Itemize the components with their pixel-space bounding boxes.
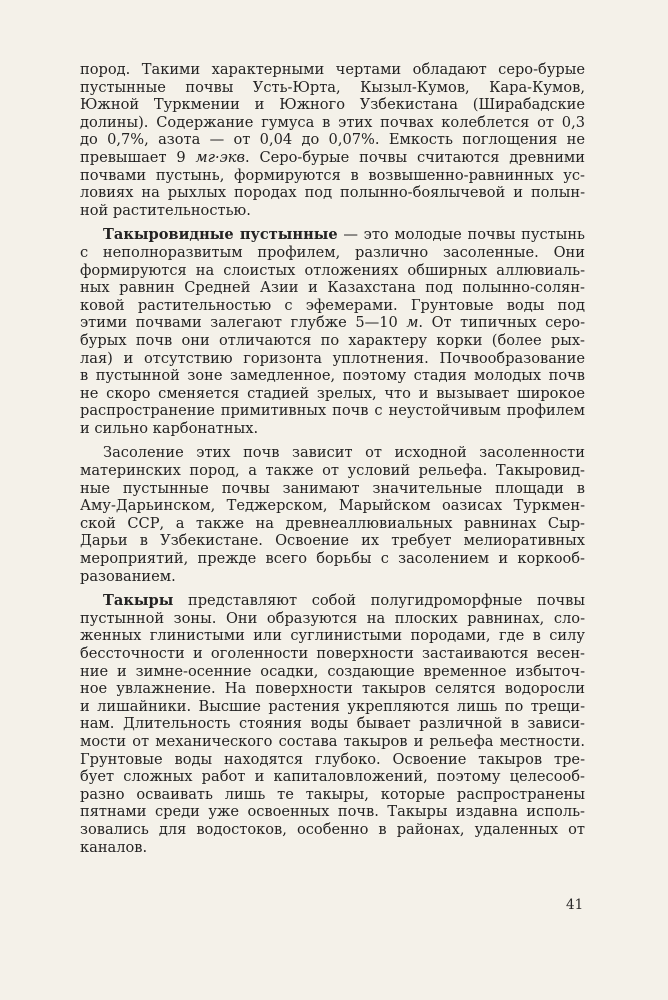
text-line xyxy=(80,202,585,220)
text-run: ные пустынные почвы занимают значительные площади в xyxy=(80,479,585,497)
text-run: пустынные почвы Усть-Юрта, Кызыл-Кумов, Кара-Кумов, xyxy=(80,78,585,96)
text-line xyxy=(80,592,585,610)
text-line xyxy=(80,645,585,663)
paragraph-gap xyxy=(80,219,585,226)
page-number: 41 xyxy=(566,897,584,913)
text-run: с неполноразвитым профилем, различно засоленные. Они xyxy=(80,243,585,261)
text-run: до 0,7%, азота — от 0,04 до 0,07%. Емкость поглощения не xyxy=(80,131,585,149)
text-run: зовались для водостоков, особенно в районах, удаленных от xyxy=(80,820,585,838)
text-line xyxy=(80,532,585,550)
text-line xyxy=(80,462,585,480)
text-line xyxy=(80,314,585,332)
text-run: Дарьи в Узбекистане. Освоение их требует мелиоративных xyxy=(80,532,585,550)
text-run: представляют собой полугидроморфные почвы xyxy=(173,592,585,610)
text-line xyxy=(80,751,585,769)
text-run: разованием. xyxy=(80,567,176,585)
text-run: этими почвами залегают глубже 5—10 xyxy=(80,314,407,332)
text-line xyxy=(80,262,585,280)
text-run: бует сложных работ и капиталовложений, поэтому целесооб- xyxy=(80,768,585,786)
text-line xyxy=(80,497,585,515)
text-run: каналов. xyxy=(80,838,148,856)
paragraph-p2 xyxy=(80,226,585,437)
text-line xyxy=(80,367,585,385)
text-run: почвами пустынь, формируются в возвышенно-равнинных ус- xyxy=(80,166,585,184)
paragraph-gap xyxy=(80,585,585,592)
text-line xyxy=(80,184,585,202)
text-run: и сильно карбонатных. xyxy=(80,419,259,437)
text-run: долины). Содержание гумуса в этих почвах колеблется от 0,3 xyxy=(80,113,585,131)
text-line xyxy=(80,768,585,786)
text-line xyxy=(80,515,585,533)
text-line xyxy=(80,680,585,698)
text-run: распространение примитивных почв с неустойчивым профилем xyxy=(80,402,585,420)
text-run: ловиях на рыхлых породах под полынно-боялычевой и полын- xyxy=(80,184,585,202)
text-line xyxy=(80,149,585,167)
text-line xyxy=(80,803,585,821)
text-line xyxy=(80,821,585,839)
text-run: ние и зимне-осенние осадки, создающие временное избыточ- xyxy=(80,662,585,680)
paragraph-p1 xyxy=(80,61,585,219)
text-line xyxy=(80,279,585,297)
text-run: бурых почв они отличаются по характеру корки (более рых- xyxy=(80,331,585,349)
bold-term: Такыровидные пустынные xyxy=(103,226,338,244)
text-run: нам. Длительность стояния воды бывает различной в зависи- xyxy=(80,715,585,733)
text-run: Аму-Дарьинском, Теджерском, Марыйском оазисах Туркмен- xyxy=(80,497,585,515)
text-run: Засоление этих почв зависит от исходной засоленности xyxy=(103,444,585,462)
text-run: — это молодые почвы пустынь xyxy=(337,226,585,244)
text-run: ковой растительностью с эфемерами. Грунтовые воды под xyxy=(80,296,585,314)
text-line xyxy=(80,839,585,857)
text-run: пятнами среди уже освоенных почв. Такыры издавна исполь- xyxy=(80,803,585,821)
text-run: ное увлажнение. На поверхности такыров селятся водоросли xyxy=(80,680,585,698)
text-line xyxy=(80,350,585,368)
text-run: формируются на слоистых отложениях обширных аллювиаль- xyxy=(80,261,585,279)
text-line xyxy=(80,332,585,350)
text-line xyxy=(80,568,585,586)
text-run: бессточности и оголенности поверхности застаиваются весен- xyxy=(80,645,585,662)
body-text xyxy=(80,61,585,856)
text-run: разно осваивать лишь те такыры, которые распространены xyxy=(80,785,585,803)
text-line xyxy=(80,420,585,438)
text-line xyxy=(80,610,585,628)
text-run: пустынной зоны. Они образуются на плоских равнинах, сло- xyxy=(80,609,585,627)
text-run: ной растительностью. xyxy=(80,201,251,219)
text-line xyxy=(80,627,585,645)
text-line xyxy=(80,550,585,568)
text-line xyxy=(80,297,585,315)
text-run: и лишайники. Высшие растения укрепляются лишь по трещи- xyxy=(80,697,585,715)
text-line xyxy=(80,663,585,681)
text-run: мероприятий, прежде всего борьбы с засолением и коркооб- xyxy=(80,550,585,568)
text-run: ных равнин Средней Азии и Казахстана под полынно-солян- xyxy=(80,279,585,297)
text-run: . Серо-бурые почвы считаются древними xyxy=(244,148,585,166)
text-run: . От типичных серо- xyxy=(418,314,586,332)
text-line xyxy=(80,698,585,716)
text-run: в пустынной зоне замедленное, поэтому стадия молодых почв xyxy=(80,367,585,385)
text-run: пород. Такими характерными чертами обладают серо-бурые xyxy=(80,61,585,78)
text-line xyxy=(80,79,585,97)
text-line xyxy=(80,715,585,733)
text-line xyxy=(80,96,585,114)
text-run: превышает 9 xyxy=(80,148,196,166)
text-run: материнских пород, а также от условий рельефа. Такыровид- xyxy=(80,462,585,480)
text-run: женных глинистыми или суглинистыми породами, где в силу xyxy=(80,627,585,645)
text-line xyxy=(80,385,585,403)
text-line xyxy=(80,61,585,79)
text-line xyxy=(80,131,585,149)
text-line xyxy=(80,786,585,804)
text-run: не скоро сменяется стадией зрелых, что и вызывает широкое xyxy=(80,384,585,402)
text-line xyxy=(80,114,585,132)
text-run: Грунтовые воды находятся глубоко. Освоение такыров тре- xyxy=(80,750,585,768)
text-line xyxy=(80,226,585,244)
text-line xyxy=(80,733,585,751)
text-line xyxy=(80,244,585,262)
text-run: Южной Туркмении и Южного Узбекистана (Ширабадские xyxy=(80,96,585,114)
italic-unit: мг·экв xyxy=(195,148,245,166)
text-run: мости от механического состава такыров и рельефа местности. xyxy=(80,732,585,750)
text-run: лая) и отсутствию горизонта уплотнения. Почвообразование xyxy=(80,349,585,367)
bold-term: Такыры xyxy=(103,592,174,610)
text-line xyxy=(80,444,585,462)
text-run: ской ССР, а также на древнеаллювиальных равнинах Сыр- xyxy=(80,514,585,532)
paragraph-p4 xyxy=(80,592,585,856)
text-line xyxy=(80,402,585,420)
text-line xyxy=(80,480,585,498)
text-line xyxy=(80,167,585,185)
paragraph-p3 xyxy=(80,444,585,585)
italic-unit: м xyxy=(406,314,419,332)
paragraph-gap xyxy=(80,437,585,444)
